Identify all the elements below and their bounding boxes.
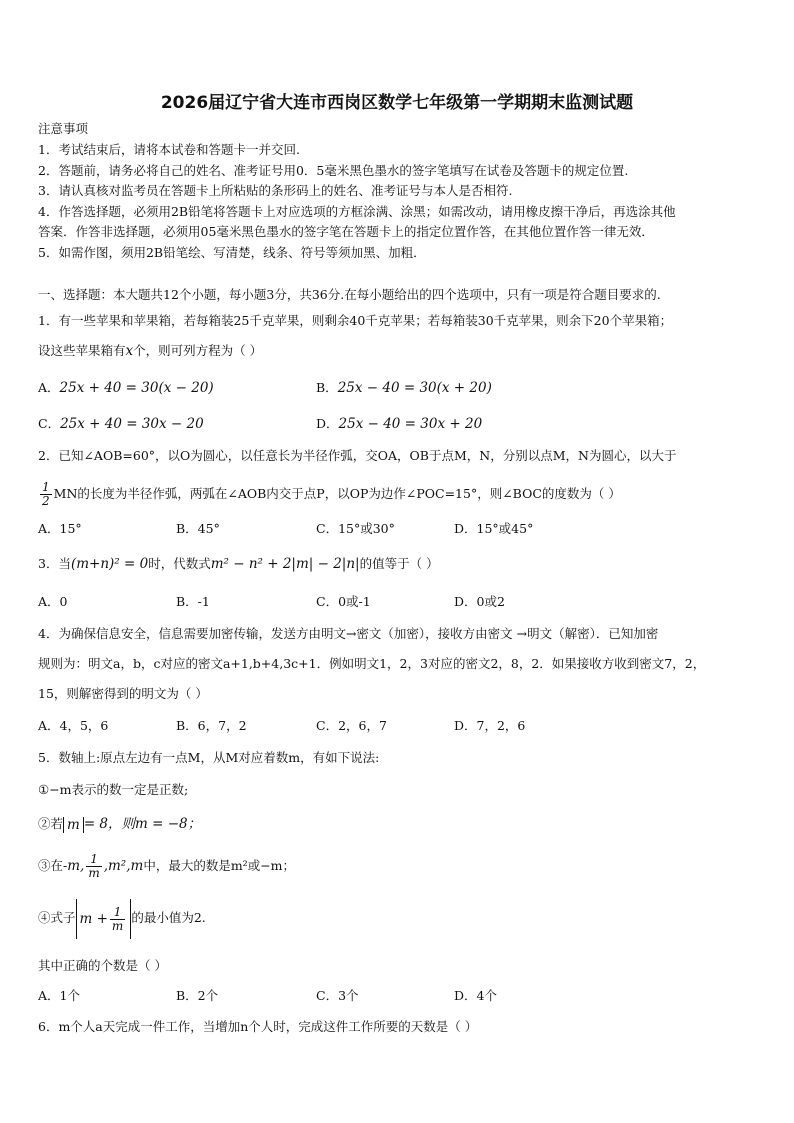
q1-var: x — [125, 343, 134, 359]
q5-text: 5．数轴上:原点左边有一点M，从M对应着数m，有如下说法: — [38, 750, 380, 765]
q1-text-2 — [38, 343, 262, 359]
notice-item-5: 5．如需作图，须用2B铅笔绘、写清楚，线条、符号等须加黑、加粗． — [38, 245, 426, 260]
q1-option-a-label: A． — [38, 380, 60, 395]
q5-s2-post: = 8，则m = −8； — [83, 816, 202, 832]
q1-option-d-label: D． — [316, 416, 339, 431]
q4-option-a[interactable]: A．4，5，6 — [38, 718, 109, 733]
q5-s4-pre: ④式子 — [38, 910, 76, 925]
q5-s3-post: 中，最大的数是m²或−m； — [143, 858, 296, 873]
section-heading: 一、选择题：本大题共12个小题，每小题3分，共36分.在每小题给出的四个选项中，只有一项是符合题目要求的. — [38, 287, 661, 302]
exam-title: 2026届辽宁省大连市西岗区数学七年级第一学期期末监测试题 — [160, 93, 634, 113]
q4-text-3: 15，则解密得到的明文为（ ） — [38, 686, 208, 701]
q3-expression: m² − n² + 2|m| − 2|n| — [210, 556, 360, 572]
q2-frac-den: 2 — [42, 494, 50, 508]
q5-s4-den: m — [111, 918, 124, 933]
q5-option-d[interactable]: D．4个 — [454, 988, 497, 1003]
q1-option-a-expr: 25x + 40 = 30(x − 20) — [59, 380, 214, 396]
notice-heading: 注意事项 — [38, 121, 89, 136]
notice-item-2: 2．答题前，请务必将自己的姓名、准考证号用0．5毫米黑色墨水的签字笔填写在试卷及答题卡的规定位置. — [38, 163, 629, 178]
q2-option-a[interactable]: A．15° — [38, 521, 82, 536]
q5-statement-4 — [38, 898, 206, 939]
q5-s4-m: m + — [79, 910, 108, 927]
notice-item-3: 3．请认真核对监考员在答题卡上所粘贴的条形码上的姓名、准考证号与本人是否相符. — [38, 183, 513, 198]
q5-s3-fraction — [86, 853, 101, 880]
q5-s4-abs — [76, 899, 132, 939]
q4-text-2: 规则为：明文a，b，c对应的密文a+1,b+4,3c+1．例如明文1，2，3对应的密文2，8，2．如果接收方收到密文7，2， — [38, 656, 706, 671]
q5-s3-den: m — [88, 866, 100, 880]
q2-text-2 — [38, 476, 621, 512]
q1-option-c[interactable] — [38, 416, 204, 432]
q2-option-d[interactable]: D．15°或45° — [454, 521, 534, 536]
q4-option-d[interactable]: D．7，2，6 — [454, 718, 526, 733]
q6-text: 6．m个人a天完成一件工作，当增加n个人时，完成这件工作所要的天数是（ ） — [38, 1019, 478, 1034]
q1-option-d[interactable] — [316, 416, 482, 432]
q5-statement-2 — [38, 816, 201, 833]
q3-option-b[interactable]: B．-1 — [176, 594, 210, 609]
q5-s3-num: 1 — [86, 853, 101, 867]
q4-option-b[interactable]: B．6，7，2 — [176, 718, 247, 733]
notice-item-1: 1．考试结束后，请将本试卷和答题卡一并交回. — [38, 142, 300, 157]
q3-mid: 时，代数式 — [148, 556, 211, 571]
q5-s4-num: 1 — [110, 906, 125, 920]
q5-option-a[interactable]: A．1个 — [38, 988, 80, 1003]
q5-s2-pre: ②若 — [38, 816, 64, 831]
q3-condition: (m+n)² = 0 — [70, 556, 149, 572]
q1-text-2b: 个，则可列方程为（ ） — [133, 343, 263, 358]
q1-option-b-label: B． — [316, 380, 338, 395]
q5-s4-fraction — [110, 906, 125, 933]
q2-text-2-body: MN的长度为半径作弧，两弧在∠AOB内交于点P，以OP为边作∠POC=15°，则∠BOC的度数为（ ） — [53, 486, 621, 501]
q1-text: 1．有一些苹果和苹果箱，若每箱装25千克苹果，则剩余40千克苹果；若每箱装30千克苹果，则余下20个苹果箱； — [38, 313, 673, 328]
q1-option-c-label: C． — [38, 416, 61, 431]
q2-fraction — [40, 481, 52, 508]
q1-text-2a: 设这些苹果箱有 — [38, 343, 126, 358]
q5-question: 其中正确的个数是（ ） — [38, 958, 167, 973]
q3-text — [38, 556, 439, 572]
q2-option-c[interactable]: C．15°或30° — [316, 521, 395, 536]
q5-s3-pre: ③在- — [38, 858, 68, 873]
q4-text: 4．为确保信息安全，信息需要加密传输，发送方由明文→密文（加密），接收方由密文 →明文（解密）．已知加密 — [38, 626, 659, 641]
q4-option-c[interactable]: C．2，6，7 — [316, 718, 387, 733]
q5-statement-1: ①−m表示的数一定是正数; — [38, 782, 189, 797]
q3-post: 的值等于（ ） — [359, 556, 439, 571]
q3-option-a[interactable]: A．0 — [38, 594, 68, 609]
q3-pre: 3．当 — [38, 556, 71, 571]
q3-option-d[interactable]: D．0或2 — [454, 594, 505, 609]
q5-statement-3 — [38, 846, 295, 886]
q2-text: 2．已知∠AOB=60°，以O为圆心，以任意长为半径作弧，交OA，OB于点M，N，分别以点M，N为圆心，以大于 — [38, 448, 677, 463]
q1-option-a[interactable] — [38, 380, 214, 396]
q5-option-b[interactable]: B．2个 — [176, 988, 219, 1003]
q5-option-c[interactable]: C．3个 — [316, 988, 359, 1003]
q1-option-c-expr: 25x + 40 = 30x − 20 — [60, 416, 204, 432]
notice-item-4: 4．作答选择题，必须用2B铅笔将答题卡上对应选项的方框涂满、涂黑；如需改动，请用橡皮擦干净后，再选涂其他 — [38, 204, 676, 219]
q5-s4-post: 的最小值为2. — [131, 910, 206, 925]
q1-option-b-expr: 25x − 40 = 30(x + 20) — [337, 380, 492, 396]
q1-option-b[interactable] — [316, 380, 492, 396]
q5-s3-list1: m, — [67, 858, 85, 874]
notice-item-4-cont: 答案．作答非选择题，必须用05毫米黑色墨水的签字笔在答题卡上的指定位置作答，在其他位置作答一律无效． — [38, 224, 654, 239]
q3-option-c[interactable]: C．0或-1 — [316, 594, 371, 609]
q5-s3-list2: ,m²,m — [103, 858, 144, 874]
q2-option-b[interactable]: B．45° — [176, 521, 220, 536]
q1-option-d-expr: 25x − 40 = 30x + 20 — [338, 416, 483, 432]
q5-s2-abs: m — [63, 817, 84, 833]
q2-frac-num: 1 — [42, 480, 50, 494]
